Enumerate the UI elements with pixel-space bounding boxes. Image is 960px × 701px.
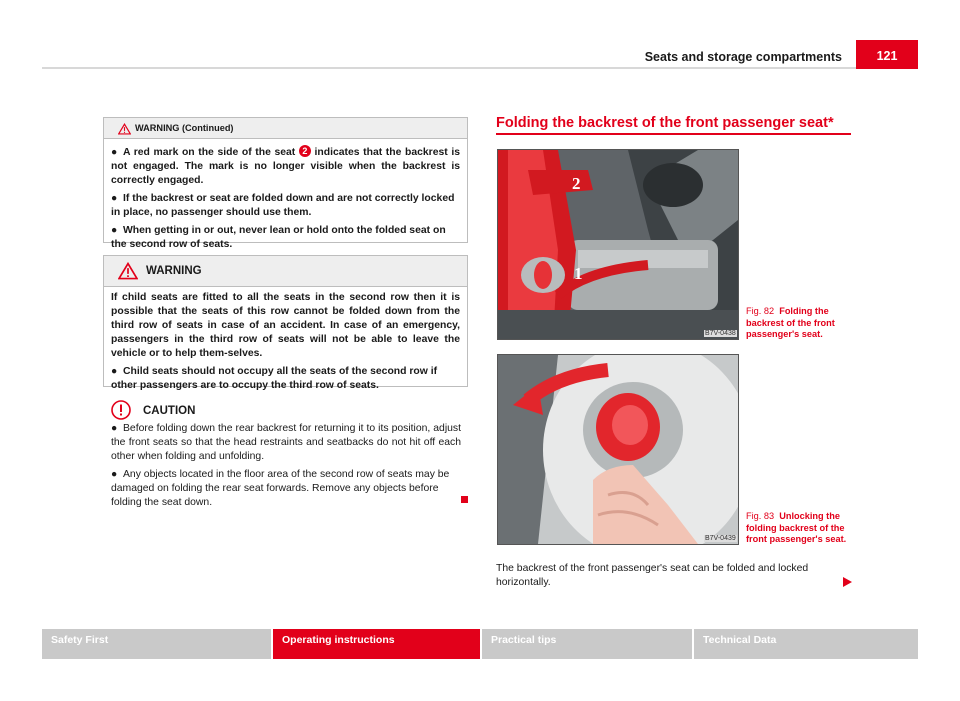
figure-82-image [497,149,739,340]
header-rule [42,67,856,69]
warning-continued-item-3: ● When getting in or out, never lean or hold onto the folded seat on the second row of seats. [111,225,446,250]
figure-83-code: B7V-0439 [705,535,736,542]
footer-tab-technical-data[interactable]: Technical Data [694,629,918,659]
bullet-icon: ● [111,225,118,236]
section-title: Folding the backrest of the front passenger seat* [496,115,834,131]
running-header-title: Seats and storage compartments [644,50,842,64]
figure-82-marker-1: 1 [574,264,583,283]
marker-2-icon: 2 [299,145,311,157]
caution-heading: CAUTION [143,405,196,417]
bullet-icon: ● [111,366,118,377]
figure-82-marker-2: 2 [572,174,581,193]
continue-arrow-icon [843,577,852,587]
figure-82-caption: Fig. 82 Folding the backrest of the front passenger's seat. [746,306,835,339]
bullet-icon: ● [111,193,118,204]
warning-continued-heading: WARNING (Continued) [135,123,234,133]
warning-continued-box [103,117,468,250]
bullet-icon: ● [111,469,118,480]
bullet-icon: ● [111,147,118,158]
caution-exclamation-icon [111,400,131,420]
warning-box [103,255,468,391]
warning-continued-item-1: ● A red mark on the side of the seat 2 indicates that the backrest is not engaged. The mark is no longer visible when the backrest is correctly engaged. [111,146,461,186]
figure-82-code: B7V-0438 [705,330,736,337]
caution-item-1: ● Before folding down the rear backrest for returning it to its position, adjust the front seats so that the head restraints and seatbacks do not hit off each other when folding and unfolding. [111,423,461,462]
caution-item-2: ● Any objects located in the floor area of the second row of seats may be damaged on folding the rear seat forwards. Remove any objects before folding the seat down. [111,469,450,508]
warning-continued-header [104,118,467,139]
section-title-rule [496,133,851,135]
warning-paragraph: If child seats are fitted to all the seats in the second row then it is possible that the seats of this row cannot be folded down from the third row of seats in case of an accident. In case of an emergency, passengers in the third row of seats will not be able to leave the vehicle or to help them-selves. [111,292,460,359]
bullet-icon: ● [111,423,118,434]
warning-item: ● Child seats should not occupy all the seats of the second row if other passengers are to occupy the third row of seats. [111,366,438,391]
warning-heading: WARNING [146,265,202,277]
page-number: 121 [876,49,898,63]
footer-tab-safety-first[interactable]: Safety First [42,629,271,659]
warning-triangle-icon [118,123,131,135]
footer-tab-practical-tips[interactable]: Practical tips [482,629,692,659]
section-body-text: The backrest of the front passenger's seat can be folded and locked horizontally. [496,563,809,588]
footer-tab-operating-instructions[interactable]: Operating instructions [273,629,480,659]
warning-triangle-icon [118,262,138,280]
figure-83-caption: Fig. 83 Unlocking the folding backrest of the front passenger's seat. [746,511,847,544]
end-of-section-marker-icon [461,496,468,503]
warning-header [104,256,467,287]
figure-83-image [497,354,739,545]
caution-body [111,422,461,510]
warning-continued-item-2: ● If the backrest or seat are folded down and are not correctly locked in place, no passenger should use them. [111,193,455,218]
